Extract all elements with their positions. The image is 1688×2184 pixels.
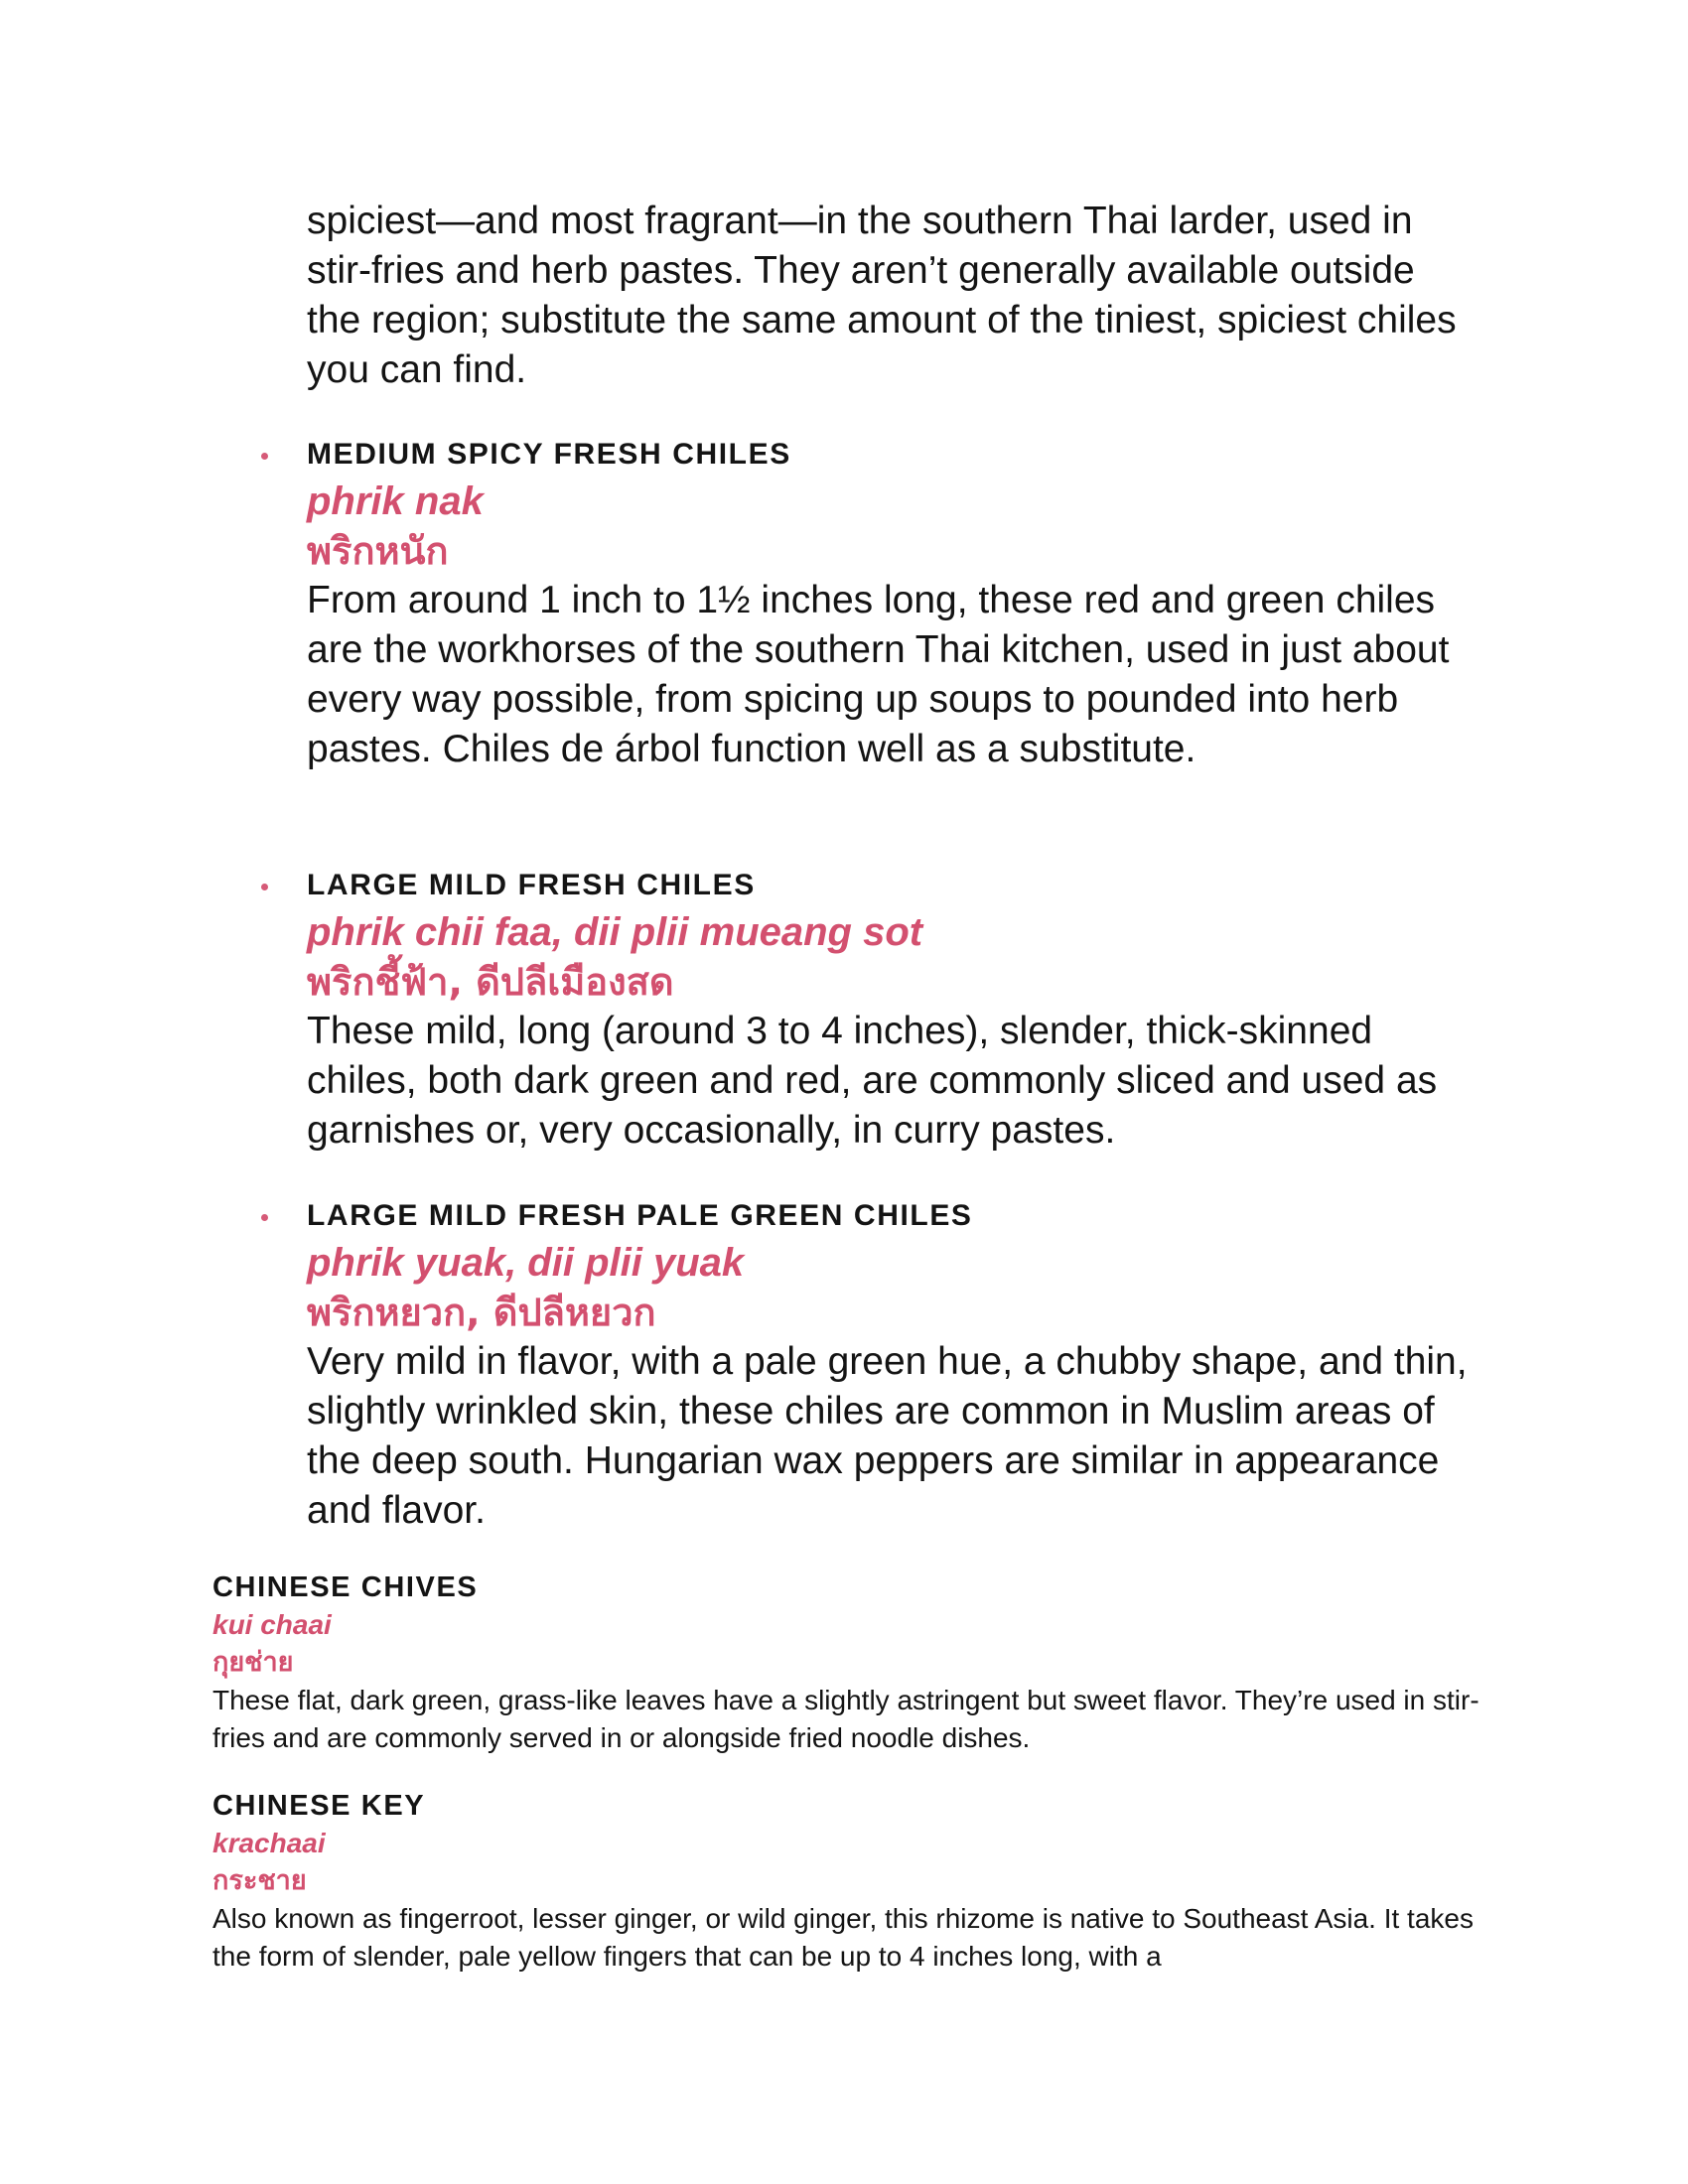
entry-thai-name: พริกหนัก: [307, 529, 449, 573]
entry-romanized-name: phrik yuak, dii plii yuak: [307, 1241, 745, 1285]
entry-description: Also known as fingerroot, lesser ginger, or wild ginger, this rhizome is native to Southeast Asia. It takes the form of slender, pale yellow fingers that can be up to 4 inches long, with a: [212, 1903, 1474, 1972]
entry-thai-name: กระชาย: [212, 1865, 307, 1896]
entry-romanized-name: phrik nak: [307, 479, 484, 523]
entry-heading: MEDIUM SPICY FRESH CHILES: [307, 438, 791, 471]
entry-heading: LARGE MILD FRESH CHILES: [307, 869, 756, 901]
chile-entry-pale-green: [307, 1200, 1488, 1536]
entry-thai-name: พริกชี้ฟ้า, ดีปลีเมืองสด: [307, 960, 674, 1004]
entry-heading: LARGE MILD FRESH PALE GREEN CHILES: [307, 1199, 973, 1232]
chile-entry-large-mild: [307, 870, 1488, 1156]
entry-description: These mild, long (around 3 to 4 inches), slender, thick-skinned chiles, both dark green and red, are commonly sliced and used as garnishes or, very occasionally, in curry pastes.: [307, 1010, 1438, 1152]
entry-chinese-key: [212, 1787, 1493, 1976]
bullet-icon: [261, 453, 268, 460]
entry-romanized-name: phrik chii faa, dii plii mueang sot: [307, 910, 923, 954]
intro-paragraph: spiciest—and most fragrant—in the southern Thai larder, used in stir-fries and herb pastes. They aren’t generally available outside the region; substitute the same amount of the tiniest, spiciest chiles you can find.: [307, 200, 1457, 391]
entry-description: From around 1 inch to 1½ inches long, these red and green chiles are the workhorses of the southern Thai kitchen, used in just about every way possible, from spicing up soups to pounded into herb pastes. Chiles de árbol function well as a substitute.: [307, 579, 1450, 770]
entry-romanized-name: krachaai: [212, 1828, 326, 1858]
chile-entry-medium-spicy: [307, 439, 1488, 774]
entry-heading: CHINESE KEY: [212, 1790, 426, 1822]
entry-romanized-name: kui chaai: [212, 1609, 332, 1640]
entry-description: Very mild in flavor, with a pale green hue, a chubby shape, and thin, slightly wrinkled skin, these chiles are common in Muslim areas of the deep south. Hungarian wax peppers are similar in appearance and flavor.: [307, 1340, 1468, 1532]
bullet-icon: [261, 1214, 268, 1221]
entry-thai-name: พริกหยวก, ดีปลีหยวก: [307, 1291, 656, 1334]
bullet-icon: [261, 884, 268, 890]
entry-heading: CHINESE CHIVES: [212, 1571, 479, 1603]
entry-description: These flat, dark green, grass-like leaves have a slightly astringent but sweet flavor. They’re used in stir-fries and are commonly served in or alongside fried noodle dishes.: [212, 1685, 1479, 1753]
entry-thai-name: กุยช่าย: [212, 1647, 294, 1678]
entry-chinese-chives: [212, 1569, 1493, 1757]
